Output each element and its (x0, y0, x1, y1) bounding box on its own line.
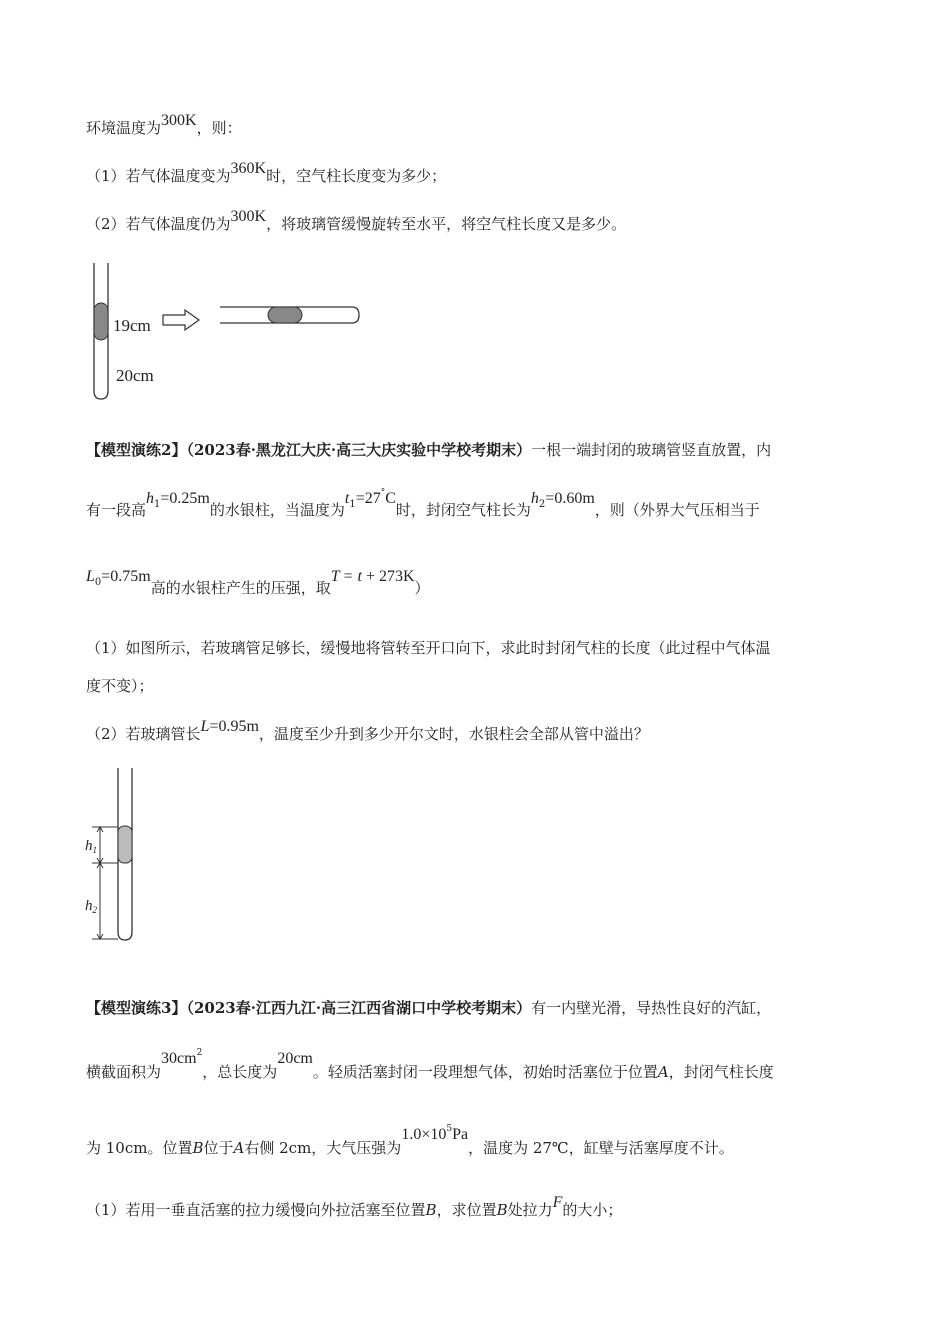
p2-l2b: 的水银柱，当温度为 (209, 501, 345, 519)
position-b: B (192, 1139, 204, 1157)
p3-q1d: 的大小； (562, 1201, 623, 1219)
length-value: 20cm (277, 1050, 313, 1067)
area-superscript: 2 (196, 1048, 203, 1058)
label-20cm: 20cm (116, 366, 154, 385)
pressure-exponent: 5 (446, 1124, 453, 1134)
p2-tube-figure (82, 764, 162, 949)
p2-title-line (86, 440, 771, 460)
p2-q1-line2 (86, 676, 154, 696)
p3-l2a: 横截面积为 (86, 1063, 162, 1081)
mercury-column (118, 826, 132, 863)
p1-temp-300k-2: 300K (230, 208, 267, 225)
mercury-column-vertical (94, 303, 108, 340)
t1-value: =27 (355, 490, 381, 507)
L0-subscript: 0 (94, 577, 102, 588)
p1-q2-text: （2）若气体温度仍为 (86, 215, 231, 233)
p1-intro-end: ，则： (196, 119, 242, 137)
p3-title: 【模型演练3】 (86, 999, 187, 1017)
p1-intro-line (86, 112, 242, 139)
p2-l2a: 有一段高 (86, 501, 147, 519)
p2-text1: 一根一端封闭的玻璃管竖直放置，内 (531, 441, 772, 459)
p2-q1-line (86, 638, 771, 658)
p3-source: （2023春·江西九江·高三江西省湖口中学校考期末） (186, 999, 532, 1017)
t1-subscript: 1 (349, 499, 356, 510)
position-a-2: A (233, 1139, 245, 1157)
T-eq: = (339, 568, 353, 585)
p3-l2c: 。轻质活塞封闭一段理想气体，初始时活塞位于位置 (312, 1063, 658, 1081)
p3-q1a: （1）若用一垂直活塞的拉力缓慢向外拉活塞至位置 (86, 1201, 426, 1219)
mercury-column-horizontal (268, 307, 302, 323)
t1-symbol: t (344, 490, 350, 507)
h2-value: =0.60m (545, 490, 595, 507)
position-a: A (657, 1063, 669, 1081)
t1-degree: ° (380, 488, 386, 498)
arrow-icon (163, 310, 199, 330)
L-value: =0.95m (209, 718, 259, 735)
p3-l3a: 为 10cm。位置 (86, 1139, 193, 1157)
t-symbol: t (357, 568, 362, 585)
h2-subscript: 2 (538, 499, 546, 510)
pressure-value: 1.0×10 (401, 1126, 447, 1143)
T-formula-rest: + 273K (361, 568, 415, 585)
L0-value: =0.75m (101, 568, 151, 585)
p2-q1-text2: 度不变）； (86, 677, 154, 695)
p2-q2b: ，温度至少升到多少开尔文时，水银柱会全部从管中溢出？ (258, 725, 649, 743)
area-value: 30cm (161, 1050, 197, 1067)
h1-symbol: h (146, 490, 155, 507)
pressure-unit: Pa (452, 1126, 469, 1143)
p3-line2 (86, 1048, 774, 1085)
position-b-q1-2: B (496, 1201, 508, 1219)
fig-h1-label: $h_1$ (85, 838, 97, 855)
p3-l3d: ，温度为 27℃，缸壁与活塞厚度不计。 (468, 1139, 734, 1157)
p3-l3b: 位于 (203, 1139, 234, 1157)
p2-q2-line (86, 718, 649, 745)
p3-l2d: ，封闭气柱长度 (668, 1063, 774, 1081)
p2-l2c: 时，封闭空气柱长为 (395, 501, 531, 519)
p2-source: （2023春·黑龙江大庆·高三大庆实验中学校考期末） (186, 441, 532, 459)
p1-tube-figure (85, 258, 385, 408)
p1-q2-end: ，将玻璃管缓慢旋转至水平，将空气柱长度又是多少。 (266, 215, 627, 233)
t1-unit: C (385, 490, 396, 507)
p1-temp-360k: 360K (230, 160, 267, 177)
fig-h2-label: $h_2$ (85, 898, 97, 915)
p1-q1-end: 时，空气柱长度变为多少； (266, 167, 447, 185)
h1-value: =0.25m (160, 490, 210, 507)
p2-q2a: （2）若玻璃管长 (86, 725, 201, 743)
p2-line2 (86, 488, 760, 523)
force-symbol: F (552, 1194, 563, 1211)
p3-q1c: 处拉力 (507, 1201, 553, 1219)
p2-title: 【模型演练2】 (86, 441, 187, 459)
p2-l2d: ，则（外界大气压相当于 (594, 501, 760, 519)
label-19cm: 19cm (113, 316, 151, 335)
p1-q1-line (86, 160, 447, 187)
p3-l2b: ，总长度为 (202, 1063, 278, 1081)
p2-l3b: ） (414, 579, 430, 597)
p3-l3c: 右侧 2cm，大气压强为 (244, 1139, 402, 1157)
p3-title-line (86, 998, 771, 1018)
T-symbol: T (330, 568, 340, 585)
p3-q1-line (86, 1194, 623, 1221)
p1-q1-text: （1）若气体温度变为 (86, 167, 231, 185)
p1-temp-300k: 300K (161, 112, 197, 129)
position-b-q1: B (425, 1201, 437, 1219)
h2-symbol: h (530, 490, 539, 507)
L0-symbol: L (86, 568, 95, 585)
h1-subscript: 1 (154, 499, 161, 510)
p2-q1-text: （1）如图所示，若玻璃管足够长，缓慢地将管转至开口向下，求此时封闭气柱的长度（此过程中气体温 (86, 639, 771, 657)
L-symbol: L (200, 718, 210, 735)
p3-q1b: ，求位置 (436, 1201, 497, 1219)
p3-text1: 有一内壁光滑，导热性良好的汽缸， (531, 999, 772, 1017)
p2-l3a: 高的水银柱产生的压强，取 (150, 579, 331, 597)
p1-intro-text: 环境温度为 (86, 119, 162, 137)
p1-q2-line (86, 208, 627, 235)
p2-line3 (86, 568, 430, 601)
